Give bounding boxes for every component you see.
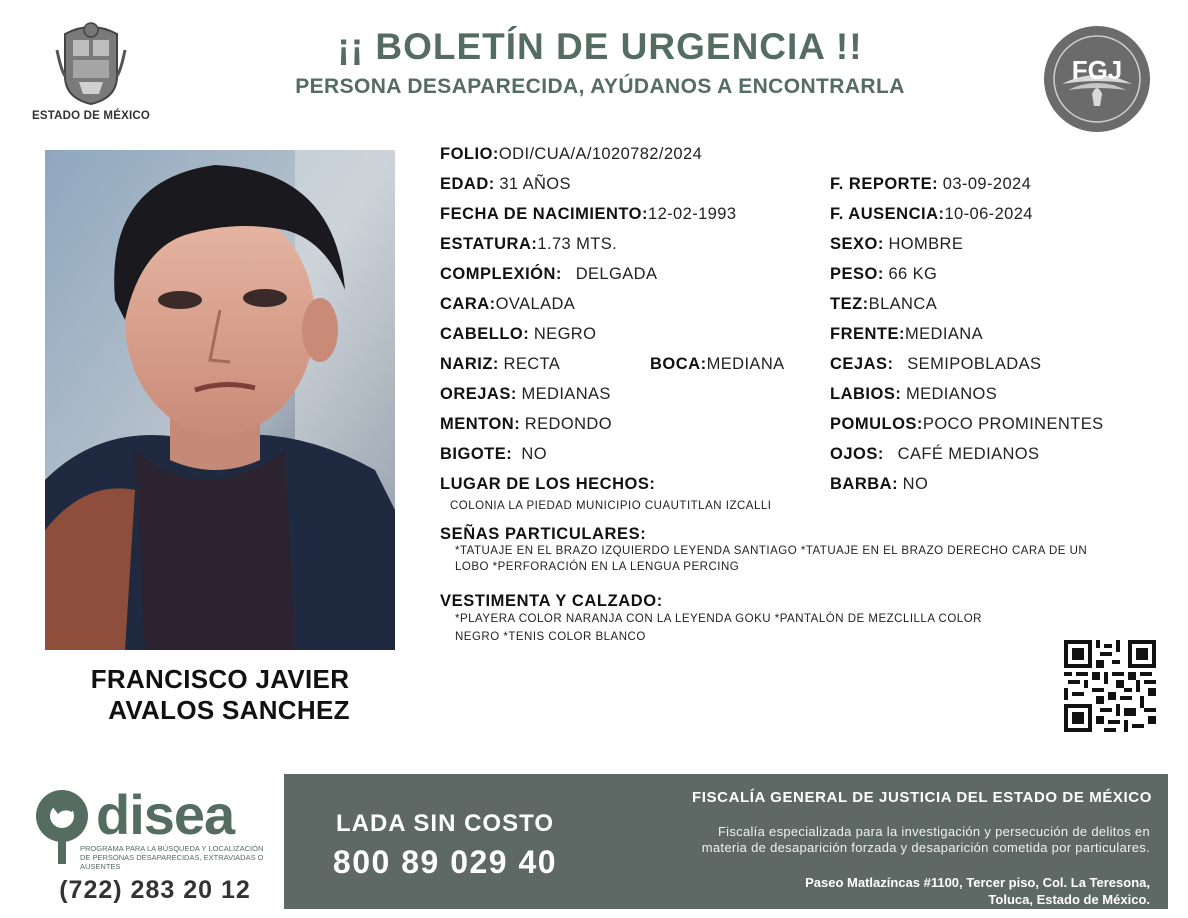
- field-bigote: BIGOTE: NO: [440, 445, 547, 463]
- field-estatura: ESTATURA:1.73 MTS.: [440, 235, 618, 253]
- estado-de-mexico-logo: [28, 20, 154, 122]
- field-ojos: OJOS: CAFÉ MEDIANOS: [830, 445, 1040, 463]
- fiscalia-address: [600, 874, 1150, 908]
- field-edad: EDAD: 31 AÑOS: [440, 175, 571, 193]
- fiscalia-description: [600, 824, 1150, 856]
- field-pomulos: POMULOS:POCO PROMINENTES: [830, 415, 1104, 433]
- field-fecha-nacimiento: FECHA DE NACIMIENTO:12-02-1993: [440, 205, 737, 223]
- field-lugar-value: COLONIA LA PIEDAD MUNICIPIO CUAUTITLAN IZCALLI: [450, 500, 772, 512]
- field-sexo: SEXO: HOMBRE: [830, 235, 964, 253]
- person-name: [45, 664, 395, 726]
- field-orejas: OREJAS: MEDIANAS: [440, 385, 611, 403]
- field-barba: BARBA: NO: [830, 475, 929, 493]
- person-name-line1: FRANCISCO JAVIER: [90, 664, 350, 694]
- missing-person-photo: [45, 150, 395, 650]
- field-nariz: NARIZ: RECTA: [440, 355, 561, 373]
- fgj-seal-icon: [1042, 24, 1152, 134]
- senas-line2: LOBO *PERFORACIÓN EN LA LENGUA PERCING: [455, 561, 740, 573]
- field-peso: PESO: 66 KG: [830, 265, 938, 283]
- odisea-wordmark: disea: [96, 783, 235, 846]
- field-menton: MENTON: REDONDO: [440, 415, 612, 433]
- fgj-seal-text: FGJ: [1071, 55, 1123, 85]
- qr-code-icon[interactable]: [1064, 640, 1156, 732]
- senas-label: SEÑAS PARTICULARES:: [440, 525, 647, 543]
- coat-of-arms-icon: [51, 20, 131, 106]
- fiscalia-description-line2: materia de desaparición forzada y desaparición cometida por particulares.: [701, 840, 1150, 855]
- field-folio: FOLIO:ODI/CUA/A/1020782/2024: [440, 145, 703, 163]
- field-cara: CARA:OVALADA: [440, 295, 576, 313]
- fiscalia-description-line1: Fiscalía especializada para la investigación y persecución de delitos en: [717, 824, 1150, 839]
- vestimenta-label: VESTIMENTA Y CALZADO:: [440, 592, 663, 610]
- field-boca: BOCA:MEDIANA: [650, 355, 785, 373]
- odisea-description: PROGRAMA PARA LA BÚSQUEDA Y LOCALIZACIÓN DE PERSONAS DESAPARECIDAS, EXTRAVIADAS O AUSENTES: [80, 844, 264, 871]
- odisea-phone[interactable]: (722) 283 20 12: [59, 876, 251, 904]
- field-labios: LABIOS: MEDIANOS: [830, 385, 998, 403]
- field-f-reporte: F. REPORTE: 03-09-2024: [830, 175, 1032, 193]
- field-complexion: COMPLEXIÓN: DELGADA: [440, 265, 658, 283]
- address-line2: Toluca, Estado de México.: [988, 892, 1150, 907]
- field-frente: FRENTE:MEDIANA: [830, 325, 983, 343]
- lada-phone-number[interactable]: 800 89 029 40: [332, 844, 558, 880]
- person-name-line2: AVALOS SANCHEZ: [108, 695, 350, 725]
- field-lugar-label: LUGAR DE LOS HECHOS:: [440, 475, 656, 493]
- lada-sin-costo-label: LADA SIN COSTO: [335, 810, 554, 837]
- senas-line1: *TATUAJE EN EL BRAZO IZQUIERDO LEYENDA SANTIAGO *TATUAJE EN EL BRAZO DERECHO CARA DE UN: [455, 545, 1088, 557]
- fiscalia-title: FISCALÍA GENERAL DE JUSTICIA DEL ESTADO DE MÉXICO: [692, 789, 1152, 806]
- vestimenta-line2: NEGRO *TENIS COLOR BLANCO: [455, 631, 646, 643]
- vestimenta-line1: *PLAYERA COLOR NARANJA CON LA LEYENDA GOKU *PANTALÓN DE MEZCLILLA COLOR: [455, 613, 982, 625]
- field-cejas: CEJAS: SEMIPOBLADAS: [830, 355, 1042, 373]
- page-title: ¡¡ BOLETÍN DE URGENCIA !!: [337, 26, 863, 67]
- estado-de-mexico-label: ESTADO DE MÉXICO: [32, 110, 150, 122]
- field-f-ausencia: F. AUSENCIA:10-06-2024: [830, 205, 1033, 223]
- address-line1: Paseo Matlazíncas #1100, Tercer piso, Col. La Teresona,: [805, 875, 1150, 890]
- field-cabello: CABELLO: NEGRO: [440, 325, 597, 343]
- field-tez: TEZ:BLANCA: [830, 295, 938, 313]
- page-subtitle: PERSONA DESAPARECIDA, AYÚDANOS A ENCONTRARLA: [295, 75, 905, 98]
